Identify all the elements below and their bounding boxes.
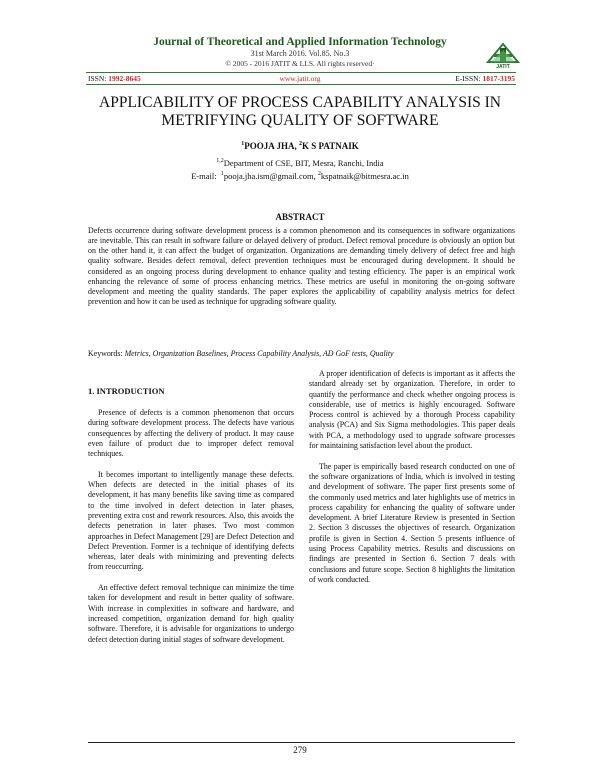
header-rule-bottom xyxy=(86,84,516,85)
email-1: pooja.jha.ism@gmail.com, xyxy=(223,171,318,181)
author-2: K S PATNAIK xyxy=(302,141,359,151)
keywords-label: Keywords: xyxy=(88,349,125,358)
eissn-label: E-ISSN: xyxy=(455,74,481,83)
email-2: kspatnaik@bitmesra.ac.in xyxy=(320,171,409,181)
issue-info: 31st March 2016. Vol.85. No.3 xyxy=(250,49,350,58)
paper-title xyxy=(60,94,540,130)
authors: $^1$POOJA JHA, $^2$K S PATNAIK xyxy=(241,141,359,151)
left-column xyxy=(88,408,294,655)
paragraph: The paper is empirically based research conducted on one of the software organizations of India, which is involved in testing and development of software. The paper first presents some of the commonly used metrics and later highlights use of metrics in process capability for enhancing the quality of software under development. A brief Literature Review is presented in Section 2. Section 3 discusses the objectives of research. Organization profile is given in Section 4. Section 5 presents influence of using Process Capability metrics. Results and discussions on findings are presented in Section 6. Section 7 deals with conclusions and future scope. Section 8 highlights the limitation of work conducted. xyxy=(309,461,515,584)
paragraph: A proper identification of defects is important as it affects the standard already set by organization. Therefore, in order to quantify the performance and check whether ongoing process is considerable, use of metrics is highly encouraged. Software Process control is achieved by a thorough Process capability analysis (PCA) and Six Sigma methodologies. This paper deals with PCA, a methodology used to upgrade software processes for maintaining satisfaction level about the product. xyxy=(309,369,515,451)
issn-value: 1992-8645 xyxy=(108,74,141,83)
right-column xyxy=(309,369,515,596)
paragraph: Presence of defects is a common phenomenon that occurs during software development process. The defects have various consequences by affecting the delivery of product. It may cause even failure of product due to improper defect removal techniques. xyxy=(88,408,294,459)
header-rule-top xyxy=(86,72,516,73)
website-link[interactable]: www.jatit.org xyxy=(279,74,321,83)
affiliation: $^{1,2}$Department of CSE, BIT, Mesra, Ranchi, India xyxy=(216,158,384,168)
paper-title-line-2: METRIFYING QUALITY OF SOFTWARE xyxy=(161,112,439,129)
page-number: 279 xyxy=(293,745,307,755)
section-heading-introduction: 1. INTRODUCTION xyxy=(88,386,165,396)
affiliation-text: Department of CSE, BIT, Mesra, Ranchi, India xyxy=(223,158,384,168)
eissn-value: 1817-3195 xyxy=(482,74,515,83)
abstract-body: Defects occurrence during software development process is a common phenomenon and its consequences in software organizations are inevitable. This can result in software failure or delayed delivery of product. Defect removal procedure is obviously an option but on the other hand it, it can affect the budget of organization. Organizations are demanding timely delivery of defect free and high quality software. Besides defect removal, defect prevention techniques must be encouraged during development. It should be considered as an ongoing process during development to enhance quality and testing efficiency. The paper is an empirical work enhancing the relevance of some of process enhancing metrics. These metrics are useful in monitoring the on-going software development and meeting the quality standards. The paper explores the applicability of capability analysis metrics for defect prevention and how it can be used as technique for upgrading software quality. xyxy=(88,226,515,307)
paper-title-line-1: APPLICABILITY OF PROCESS CAPABILITY ANALYSIS IN xyxy=(99,94,501,111)
paragraph: An effective defect removal technique can minimize the time taken for development and result in better quality of software. With increase in complexities in software and hardware, and increased competition, organization demand for high quality software. Therefore, it is advisable for organizations to undergo defect detection during initial stages of software development. xyxy=(88,583,294,644)
emails: E-mail: $^1$pooja.jha.ism@gmail.com, $^2$kspatnaik@bitmesra.ac.in xyxy=(191,171,409,181)
author-1: POOJA JHA, xyxy=(244,141,300,151)
email-label: E-mail: xyxy=(191,171,217,181)
abstract-heading: ABSTRACT xyxy=(275,212,325,222)
logo-text: JATIT xyxy=(496,64,510,70)
eissn xyxy=(455,74,515,83)
issn-label: ISSN: xyxy=(88,74,107,83)
keywords-list: Metrics, Organization Baselines, Process Capability Analysis, AD GoF tests, Quality xyxy=(124,349,394,358)
journal-title: Journal of Theoretical and Applied Information Technology xyxy=(153,36,447,48)
footer-rule xyxy=(88,742,515,743)
paragraph: It becomes important to intelligently manage these defects. When defects are detected in the initial phases of its development, it has many benefits like saving time as compared to the time involved in defect detection in later phases, preventing extra cost and rework resources. Also, this avoids the defects penetration in later phases. Two most common approaches in Defect Management [29] are Defect Detection and Defect Prevention. Former is a technique of identifying defects whereas, later deals with minimizing and preventing defects from reoccurring. xyxy=(88,469,294,572)
keywords xyxy=(88,349,528,358)
copyright-line: © 2005 - 2016 JATIT & LLS. All rights reserved· xyxy=(225,59,375,68)
